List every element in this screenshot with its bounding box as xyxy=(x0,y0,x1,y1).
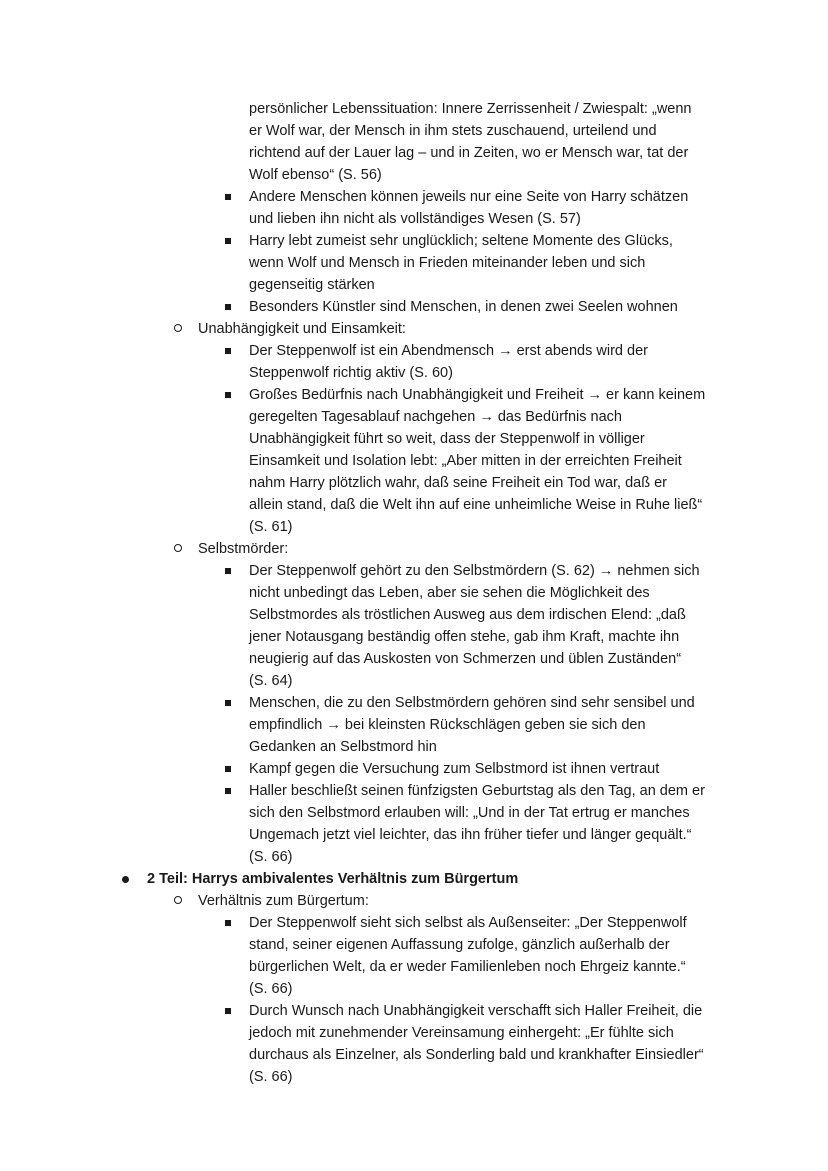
text-line: und lieben ihn nicht als vollständiges Wesen (S. 57) xyxy=(249,211,581,227)
text-line: Einsamkeit und Isolation lebt: „Aber mitten in der erreichten Freiheit xyxy=(249,453,682,469)
text-line: Ungemach jetzt viel leichter, das ihn früher tiefer und länger gequält.“ xyxy=(249,827,692,843)
bullet-item xyxy=(249,186,688,230)
text-line: Großes Bedürfnis nach Unabhängigkeit und Freiheit → er kann keinem xyxy=(249,387,706,403)
text-line: wenn Wolf und Mensch in Frieden miteinander leben und sich xyxy=(249,255,646,271)
section-heading xyxy=(147,868,518,890)
bullet-item xyxy=(249,560,700,692)
text-line: (S. 66) xyxy=(249,1069,293,1085)
bullet-square-icon xyxy=(225,788,231,794)
text-line: Der Steppenwolf gehört zu den Selbstmördern (S. 62) → nehmen sich xyxy=(249,563,700,579)
bullet-item xyxy=(249,758,659,780)
text-line: (S. 66) xyxy=(249,849,293,865)
text-line: Gedanken an Selbstmord hin xyxy=(249,739,437,755)
text-line: sich den Selbstmord erlauben will: „Und in der Tat ertrug er manches xyxy=(249,805,690,821)
bullet-square-icon xyxy=(225,1008,231,1014)
bullet-square-icon xyxy=(225,568,231,574)
bullet-square-icon xyxy=(225,700,231,706)
bullet-dot-icon xyxy=(122,876,129,883)
text-line: Selbstmordes als tröstlichen Ausweg aus dem irdischen Elend: „daß xyxy=(249,607,686,623)
text-line: Der Steppenwolf sieht sich selbst als Außenseiter: „Der Steppenwolf xyxy=(249,915,687,931)
bullet-square-icon xyxy=(225,304,231,310)
bullet-item xyxy=(249,384,705,538)
text-line: Harry lebt zumeist sehr unglücklich; seltene Momente des Glücks, xyxy=(249,233,673,249)
text-line: jedoch mit zunehmender Vereinsamung einhergeht: „Er fühlte sich xyxy=(249,1025,674,1041)
bullet-square-icon xyxy=(225,392,231,398)
text-line: er Wolf war, der Mensch in ihm stets zuschauend, urteilend und xyxy=(249,123,657,139)
text-line: allein stand, daß die Welt ihn auf eine unheimliche Weise in Ruhe ließ“ xyxy=(249,497,703,513)
bullet-item xyxy=(249,912,687,1000)
bullet-square-icon xyxy=(225,194,231,200)
text-line: Unabhängigkeit und Einsamkeit: xyxy=(198,321,406,337)
text-line: Selbstmörder: xyxy=(198,541,289,557)
text-line: 2 Teil: Harrys ambivalentes Verhältnis zum Bürgertum xyxy=(147,871,519,887)
bullet-square-icon xyxy=(225,766,231,772)
text-line: Der Steppenwolf ist ein Abendmensch → erst abends wird der xyxy=(249,343,648,359)
text-line: Steppenwolf richtig aktiv (S. 60) xyxy=(249,365,453,381)
text-line: (S. 64) xyxy=(249,673,293,689)
text-line: neugierig auf das Auskosten von Schmerzen und üblen Zuständen“ xyxy=(249,651,682,667)
subsection-heading xyxy=(198,538,288,560)
text-line: geregelten Tagesablauf nachgehen → das Bedürfnis nach xyxy=(249,409,622,425)
bullet-item xyxy=(249,692,695,758)
bullet-item xyxy=(249,230,673,296)
text-line: bürgerlichen Welt, da er weder Familienleben noch Ehrgeiz kannte.“ xyxy=(249,959,686,975)
text-line: stand, seiner eigenen Auffassung zufolge, gänzlich außerhalb der xyxy=(249,937,670,953)
bullet-item xyxy=(249,340,648,384)
text-line: Verhältnis zum Bürgertum: xyxy=(198,893,369,909)
text-line: Kampf gegen die Versuchung zum Selbstmord ist ihnen vertraut xyxy=(249,761,660,777)
bullet-square-icon xyxy=(225,920,231,926)
bullet-item xyxy=(249,780,705,868)
subsection-heading xyxy=(198,890,369,912)
bullet-square-icon xyxy=(225,348,231,354)
text-line: richtend auf der Lauer lag – und in Zeiten, wo er Mensch war, tat der xyxy=(249,145,689,161)
text-line: Durch Wunsch nach Unabhängigkeit verschafft sich Haller Freiheit, die xyxy=(249,1003,703,1019)
text-line: nahm Harry plötzlich wahr, daß seine Freiheit ein Tod war, daß er xyxy=(249,475,668,491)
text-line: (S. 61) xyxy=(249,519,293,535)
text-line: gegenseitig stärken xyxy=(249,277,375,293)
text-line: Besonders Künstler sind Menschen, in denen zwei Seelen wohnen xyxy=(249,299,678,315)
text-line: Menschen, die zu den Selbstmördern gehören sind sehr sensibel und xyxy=(249,695,695,711)
bullet-circle-icon xyxy=(174,896,182,904)
bullet-circle-icon xyxy=(174,324,182,332)
bullet-item xyxy=(249,98,691,186)
bullet-item xyxy=(249,1000,704,1088)
text-line: persönlicher Lebenssituation: Innere Zerrissenheit / Zwiespalt: „wenn xyxy=(249,101,692,117)
text-line: Andere Menschen können jeweils nur eine Seite von Harry schätzen xyxy=(249,189,689,205)
text-line: (S. 66) xyxy=(249,981,293,997)
text-line: empfindlich → bei kleinsten Rückschlägen geben sie sich den xyxy=(249,717,646,733)
bullet-circle-icon xyxy=(174,544,182,552)
text-line: nicht unbedingt das Leben, aber sie sehen die Möglichkeit des xyxy=(249,585,650,601)
bullet-square-icon xyxy=(225,238,231,244)
text-line: Wolf ebenso“ (S. 56) xyxy=(249,167,382,183)
text-line: jener Notausgang beständig offen stehe, gab ihm Kraft, machte ihn xyxy=(249,629,680,645)
text-line: durchaus als Einzelner, als Sonderling bald und krankhafter Einsiedler“ xyxy=(249,1047,704,1063)
bullet-item xyxy=(249,296,678,318)
text-line: Haller beschließt seinen fünfzigsten Geburtstag als den Tag, an dem er xyxy=(249,783,705,799)
text-line: Unabhängigkeit führt so weit, dass der Steppenwolf in völliger xyxy=(249,431,645,447)
subsection-heading xyxy=(198,318,406,340)
